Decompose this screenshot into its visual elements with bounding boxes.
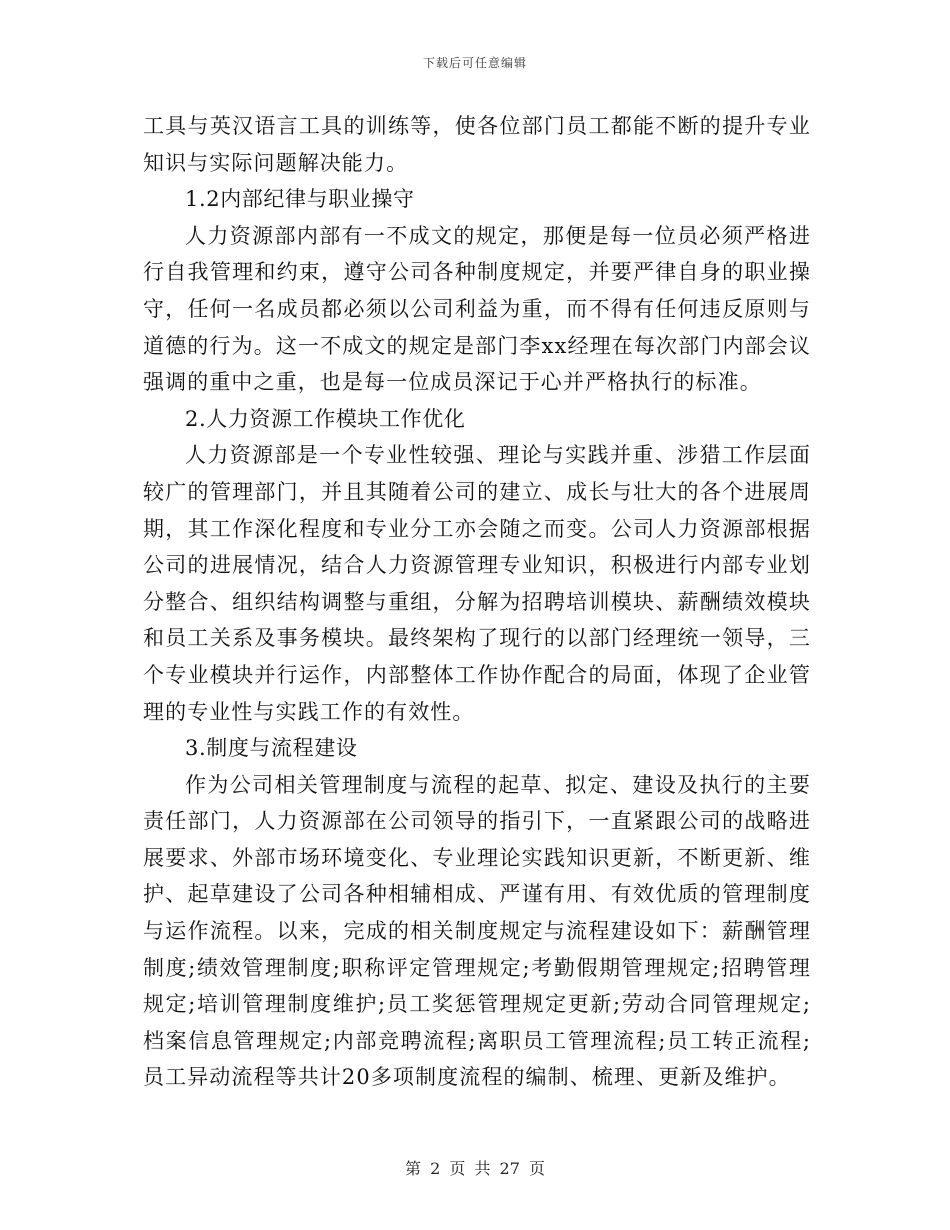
paragraph-discipline: 人力资源部内部有一不成文的规定，那便是每一位员必须严格进行自我管理和约束，遵守公司各种制度规定，并要严律自身的职业操守，任何一名成员都必须以公司利益为重，而不得有任何违反原则与道德的行为。这一不成文的规定是部门李xx经理在每次部门内部会议强调的重中之重，也是每一位成员深记于心并严格执行的标准。	[143, 223, 811, 395]
section-heading-3: 3.制度与流程建设	[185, 736, 358, 761]
section-heading-1-2: 1.2内部纪律与职业操守	[185, 187, 415, 212]
section-heading-2: 2.人力资源工作模块工作优化	[185, 406, 466, 431]
page-number-footer: 第 2 页 共 27 页	[405, 1159, 545, 1178]
paragraph-module-optimization: 人力资源部是一个专业性较强、理论与实践并重、涉猎工作层面较广的管理部门，并且其随着公司的建立、成长与壮大的各个进展周期，其工作深化程度和专业分工亦会随之而变。公司人力资源部根据公司的进展情况，结合人力资源管理专业知识，积极进行内部专业划分整合、组织结构调整与重组，分解为招聘培训模块、薪酬绩效模块和员工关系及事务模块。最终架构了现行的以部门经理统一领导，三个专业模块并行运作，内部整体工作协作配合的局面，体现了企业管理的专业性与实践工作的有效性。	[143, 443, 811, 724]
paragraph-continued: 工具与英汉语言工具的训练等，使各位部门员工都能不断的提升专业知识与实际问题解决能力。	[143, 114, 811, 175]
document-body	[143, 108, 811, 1096]
page-header: 下载后可任意编辑	[422, 56, 527, 70]
paragraph-system-process: 作为公司相关管理制度与流程的起草、拟定、建设及执行的主要责任部门，人力资源部在公司领导的指引下，一直紧跟公司的战略进展要求、外部市场环境变化、专业理论实践知识更新，不断更新、维护、起草建设了公司各种相辅相成、严谨有用、有效优质的管理制度与运作流程。以来，完成的相关制度规定与流程建设如下：薪酬管理制度;绩效管理制度;职称评定管理规定;考勤假期管理规定;招聘管理规定;培训管理制度维护;员工奖惩管理规定更新;劳动合同管理规定;档案信息管理规定;内部竞聘流程;离职员工管理流程;员工转正流程;员工异动流程等共计20多项制度流程的编制、梳理、更新及维护。	[143, 772, 811, 1090]
